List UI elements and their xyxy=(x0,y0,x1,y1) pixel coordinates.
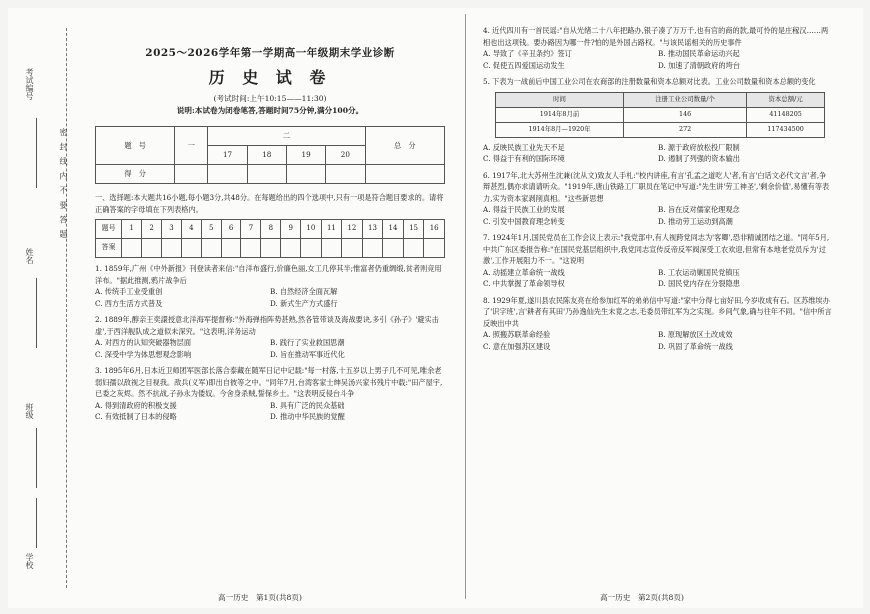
question xyxy=(483,76,833,165)
option: C. 深受中学为体思想观念影响 xyxy=(95,349,192,359)
option: B. 旨在反对儒家伦理观念 xyxy=(658,205,740,214)
answer-number: 15 xyxy=(403,220,424,239)
options xyxy=(95,400,445,423)
score-sub-20: 20 xyxy=(326,146,365,165)
option: D. 旨在推动军事近代化 xyxy=(270,349,345,359)
question-list-left xyxy=(95,263,445,423)
score-cell[interactable] xyxy=(247,165,286,184)
score-sub-19: 19 xyxy=(286,146,325,165)
exam-note: 说明:本试卷为闭卷笔答,答题时间75分钟,满分100分。 xyxy=(176,105,364,115)
options xyxy=(483,142,833,165)
school-label: 学校 xyxy=(25,553,34,569)
answer-number: 1 xyxy=(122,220,142,239)
answer-number: 8 xyxy=(261,220,281,239)
options xyxy=(95,337,445,360)
score-sub-17: 17 xyxy=(208,146,247,165)
option: D. 国民党内存在分裂隐患 xyxy=(658,279,740,288)
question-stem: 2. 1889年,醇亲王奕譞授意北洋海军提督称:"外海弹指阵势甚熟,然各管带谈及海战要诀,多引《孙子》'避实击虚',于西洋舰队成之道似未深究。"这表明,洋务运动 xyxy=(95,315,439,336)
data-table-cell: 117434500 xyxy=(747,122,825,137)
answer-number: 13 xyxy=(362,220,383,239)
options xyxy=(483,267,833,290)
question xyxy=(483,232,833,290)
question xyxy=(483,295,833,353)
answer-cell[interactable] xyxy=(342,239,363,258)
score-sub-18: 18 xyxy=(247,146,286,165)
question xyxy=(483,170,833,228)
question-stem: 1. 1859年,广州《中外新报》刊登读者来信:"自洋布盛行,价廉色丽,女工几停其半;惟富者仍重绸缎,贫者则竞用洋布。"据此推测,鸦片战争后 xyxy=(95,264,442,285)
data-table-cell: 272 xyxy=(624,122,747,137)
option: C. 引发中国教育理念转变 xyxy=(483,216,565,226)
score-cell[interactable] xyxy=(208,165,247,184)
exam-number-blank xyxy=(36,118,37,188)
option: B. 具有广泛的民众基础 xyxy=(270,400,345,410)
option: D. 推动劳工运动到高潮 xyxy=(658,216,733,226)
answer-cell[interactable] xyxy=(241,239,261,258)
answer-number: 10 xyxy=(301,220,322,239)
question-stem: 6. 1917年,北大苏州生沈兼(沈从文)致友人手札:"校内讲座,有言'孔孟之道吃人'者,有言'白话文必代文言'者,争辩甚烈,偶亦求请请听众。"1919年,唐山铁路工厂职员在笔记中写道:"先生讲'劳工神圣','剩余价值',易懂有等表力,实为资本家剥削真相。"这些新思想 xyxy=(483,170,830,203)
answer-cell[interactable] xyxy=(281,239,301,258)
answer-number: 5 xyxy=(201,220,221,239)
answer-cell[interactable] xyxy=(403,239,424,258)
answer-cell[interactable] xyxy=(321,239,342,258)
footer-right: 高一历史 第2页(共8页) xyxy=(600,593,684,602)
answer-number: 7 xyxy=(241,220,261,239)
option: A. 照搬苏联革命经验 xyxy=(483,330,551,339)
option: A. 对西方的认知突破器物层面 xyxy=(95,338,192,347)
answer-cell[interactable] xyxy=(301,239,322,258)
option: C. 有效抵制了日本的侵略 xyxy=(95,412,177,421)
answer-number: 6 xyxy=(221,220,241,239)
answer-cell[interactable] xyxy=(221,239,241,258)
data-table-cell: 41148205 xyxy=(747,107,825,122)
left-column xyxy=(95,20,445,423)
option: A. 反映民族工业先天不足 xyxy=(483,142,565,152)
subject-title: 历 史 试 卷 xyxy=(208,67,332,87)
option: A. 动摇建立革命统一战线 xyxy=(483,267,565,277)
answer-cell[interactable] xyxy=(383,239,404,258)
question-stem: 7. 1924年1月,国民党员在工作会议上表示:"我党部中,有人视跨党同志为'客卿',恐非精诚团结之道。"同年5月,中共广东区委报告称:"在国民党基层组织中,我党同志宣传反帝反军阀深受工农欢迎,但常有本地老党员斥为'过激',工作开展阻力不一。"这说明 xyxy=(483,233,830,265)
options xyxy=(483,204,833,227)
score-header-part2: 二 xyxy=(208,127,365,146)
answer-cell[interactable] xyxy=(161,239,181,258)
option: D. 推动中华民族的觉醒 xyxy=(270,412,345,421)
score-table xyxy=(95,126,445,184)
binding-margin xyxy=(8,8,88,608)
option: C. 西方生活方式普及 xyxy=(95,298,163,308)
score-header-total: 总 分 xyxy=(365,127,444,165)
question-stem: 4. 近代四川有一首民谣:"自从光绪二十八年把路办,银子凑了万万千,也有官的商的款,最可怜的是庄稼汉……两相也出这项钱。要办路因为哪一件?怕的是外国占路权。"与该民谣相关的历史事件 xyxy=(483,26,829,47)
data-table-cell: 146 xyxy=(624,107,747,122)
option: B. 践行了实业救国思潮 xyxy=(270,338,345,347)
answer-cell[interactable] xyxy=(261,239,281,258)
answer-number: 4 xyxy=(181,220,201,239)
exam-number-label: 考试编号 xyxy=(25,68,34,100)
section-instruction: 一、选择题:本大题共16小题,每小题3分,共48分。在每题给出的四个选项中,只有一项是符合题目要求的。请将正确答案的字母填在下列表格内。 xyxy=(95,193,444,214)
option: A. 得到清政府的积极支援 xyxy=(95,400,177,410)
option: C. 意在加强苏区建设 xyxy=(483,341,551,351)
question-list-right xyxy=(483,25,833,352)
footer-left: 高一历史 第1页(共8页) xyxy=(218,593,302,602)
name-label: 姓名 xyxy=(25,248,34,264)
class-blank xyxy=(36,428,37,488)
options xyxy=(483,329,833,352)
score-row-label: 得 分 xyxy=(96,165,175,184)
question-stem: 8. 1929年夏,遂川县农民陈友亮在给参加红军的弟弟信中写道:"家中分得七亩好田,今岁收成有石。区苏维埃办了'识字班',言'耕者有其田'乃孙逸仙先生未竟之志,毛委员带红军为之实现。乡间气象,确与往年不同。"信中所言反映出中共 xyxy=(483,295,832,328)
score-header-part1: 一 xyxy=(175,127,208,165)
option: D. 新式生产方式盛行 xyxy=(270,298,338,308)
option: D. 巩固了革命统一战线 xyxy=(658,341,733,351)
answer-number: 2 xyxy=(142,220,162,239)
answer-number: 3 xyxy=(161,220,181,239)
data-table-cell: 1914年8月前 xyxy=(496,107,624,122)
question-stem: 3. 1895年6月,日本近卫师团军医部长落合泰藏在随军日记中记载:"每一村落,十五岁以上男子几不可见,唯余老弱妇孺以敌视之目视我。敌兵(义军)即出自彼等之中。"同年7月,台湾客家士绅吴汤兴家书残片中载:"田产屋宇,已委之灰烬。然不抗战,子孙永为倭奴。今舍身杀贼,誓保乡土。"这表明反侵台斗争 xyxy=(95,366,443,398)
answer-number: 16 xyxy=(424,220,445,239)
option: A. 得益于民族工业的发展 xyxy=(483,205,565,214)
option: B. 工农运动剿国民党镇压 xyxy=(658,267,740,277)
data-table-header: 时间 xyxy=(496,92,624,107)
option: B. 自然经济全面瓦解 xyxy=(270,287,338,296)
column-divider xyxy=(465,14,466,599)
answer-cell[interactable] xyxy=(201,239,221,258)
score-cell[interactable] xyxy=(286,165,325,184)
right-column xyxy=(483,20,833,352)
seal-line-text: 密 封 线 内 不 要 答 题 xyxy=(59,128,68,240)
question xyxy=(95,314,445,360)
question-stem: 5. 下表为一战前后中国工业公司在农商部的注册数量和资本总额对比表。工业公司数量和资本总额的变化 xyxy=(483,77,816,86)
answer-cell[interactable] xyxy=(362,239,383,258)
answer-number: 11 xyxy=(321,220,342,239)
answer-cell[interactable] xyxy=(122,239,142,258)
option: B. 原现解放区土改成效 xyxy=(658,330,733,339)
option: B. 源于政府放松投厂限制 xyxy=(658,142,740,152)
answer-row-label: 题号 xyxy=(96,220,122,239)
score-cell[interactable] xyxy=(326,165,365,184)
answer-cell[interactable] xyxy=(424,239,445,258)
options xyxy=(95,286,445,309)
option: B. 推动国民革命运动兴起 xyxy=(658,49,740,58)
score-header-qno: 题 号 xyxy=(96,127,175,165)
option: C. 中共掌握了革命领导权 xyxy=(483,279,565,288)
answer-table xyxy=(95,219,445,258)
exam-title: 2025～2026学年第一学期高一年级期末学业诊断 xyxy=(145,47,395,59)
exam-time: (考试时间:上午10:15——11:30) xyxy=(213,94,327,103)
answer-number: 9 xyxy=(281,220,301,239)
option: A. 导致了《辛丑条约》签订 xyxy=(483,49,572,58)
name-blank xyxy=(36,278,37,348)
class-label: 班级 xyxy=(25,403,34,419)
data-table-header: 资本总额/元 xyxy=(747,92,825,107)
option: A. 传统手工业受重创 xyxy=(95,287,163,296)
options xyxy=(483,48,833,71)
answer-number: 14 xyxy=(383,220,404,239)
answer-cell[interactable] xyxy=(181,239,201,258)
school-blank xyxy=(36,498,37,548)
data-table xyxy=(495,92,825,138)
answer-cell[interactable] xyxy=(142,239,162,258)
answer-number: 12 xyxy=(342,220,363,239)
option: D. 加速了清朝政府的垮台 xyxy=(658,60,740,70)
data-table-cell: 1914年8月—1920年 xyxy=(496,122,624,137)
option: C. 得益于有利的国际环境 xyxy=(483,154,565,163)
option: C. 促使五四爱国运动发生 xyxy=(483,60,565,70)
question xyxy=(483,25,833,71)
option: D. 遏制了列强的资本输出 xyxy=(658,154,740,163)
data-table-header: 注册工业公司数量/个 xyxy=(624,92,747,107)
answer-row-label: 答案 xyxy=(96,239,122,258)
score-cell[interactable] xyxy=(365,165,444,184)
question xyxy=(95,365,445,423)
question xyxy=(95,263,445,309)
score-cell[interactable] xyxy=(175,165,208,184)
